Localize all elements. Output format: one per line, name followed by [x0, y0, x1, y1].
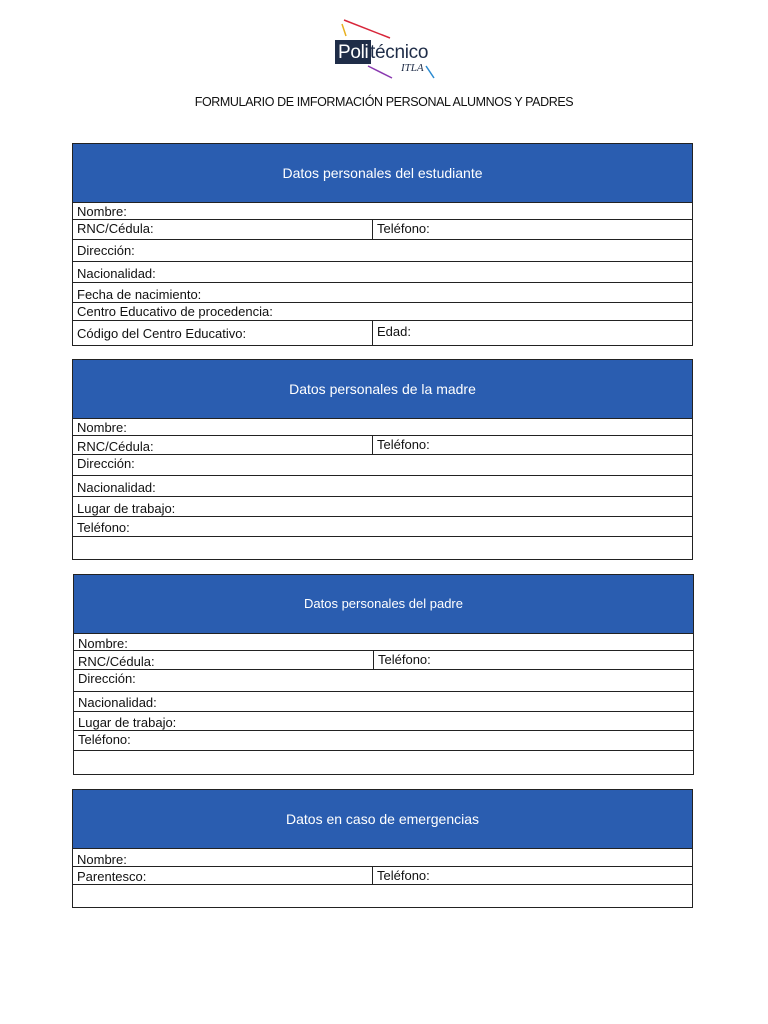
form-row [73, 419, 692, 436]
form-row [73, 476, 692, 497]
form-row [74, 731, 693, 751]
form-row-empty [73, 537, 692, 559]
empty-field [74, 751, 693, 774]
empty-field [73, 537, 692, 559]
form-row [73, 849, 692, 867]
field-label: Nombre: [78, 636, 128, 651]
form-row [73, 867, 692, 885]
form-row [74, 712, 693, 731]
student-section [72, 143, 693, 346]
field-label: Lugar de trabajo: [77, 501, 176, 516]
field-label: Teléfono: [377, 221, 430, 236]
form-row [73, 517, 692, 537]
emergency-section [72, 789, 693, 908]
field-label: Nacionalidad: [77, 480, 156, 495]
form-row [74, 651, 693, 670]
form-row [73, 497, 692, 517]
field-label: Lugar de trabajo: [78, 715, 177, 730]
section-header: Datos en caso de emergencias [73, 790, 692, 849]
field-label: RNC/Cédula: [74, 651, 374, 669]
section-header: Datos personales del padre [74, 575, 693, 634]
field-label: Código del Centro Educativo: [73, 321, 373, 345]
logo-brand-part1: Poli [338, 42, 369, 63]
field-label: Nacionalidad: [78, 695, 157, 710]
form-row [74, 670, 693, 692]
form-row-empty [74, 751, 693, 774]
field-label: Teléfono: [378, 652, 431, 667]
field-label: RNC/Cédula: [73, 436, 373, 454]
field-label: Teléfono: [377, 437, 430, 452]
field-label: Nombre: [77, 420, 127, 435]
form-row [73, 203, 692, 220]
field-label: Teléfono: [78, 732, 131, 747]
form-row [73, 240, 692, 262]
form-row [73, 303, 692, 321]
document-title: FORMULARIO DE IMFORMACIÓN PERSONAL ALUMNOS Y PADRES [194, 95, 574, 109]
field-label: RNC/Cédula: [73, 220, 373, 239]
form-row [73, 262, 692, 283]
field-label: Fecha de nacimiento: [77, 287, 202, 302]
field-label: Teléfono: [77, 520, 130, 535]
form-row [73, 283, 692, 303]
section-header: Datos personales de la madre [73, 360, 692, 419]
form-row [73, 455, 692, 476]
field-label: Dirección: [78, 671, 136, 686]
form-row-empty [73, 885, 692, 907]
form-row [73, 436, 692, 455]
field-label: Edad: [377, 324, 411, 339]
politecnico-itla-logo [330, 16, 440, 80]
form-row [74, 634, 693, 651]
section-header: Datos personales del estudiante [73, 144, 692, 203]
field-label: Nombre: [77, 204, 127, 219]
field-label: Nacionalidad: [77, 266, 156, 281]
field-label: Nombre: [77, 852, 127, 867]
logo-brand-part2: técnico [370, 42, 429, 63]
form-row [73, 321, 692, 345]
field-label: Centro Educativo de procedencia: [77, 304, 273, 319]
mother-section [72, 359, 693, 560]
field-label: Teléfono: [377, 868, 430, 883]
form-row [73, 220, 692, 240]
logo-subtitle: ITLA [401, 62, 424, 74]
father-section [73, 574, 694, 775]
field-label: Parentesco: [73, 867, 373, 884]
empty-field [73, 885, 692, 907]
field-label: Dirección: [77, 456, 135, 471]
field-label: Dirección: [77, 243, 135, 258]
form-row [74, 692, 693, 712]
